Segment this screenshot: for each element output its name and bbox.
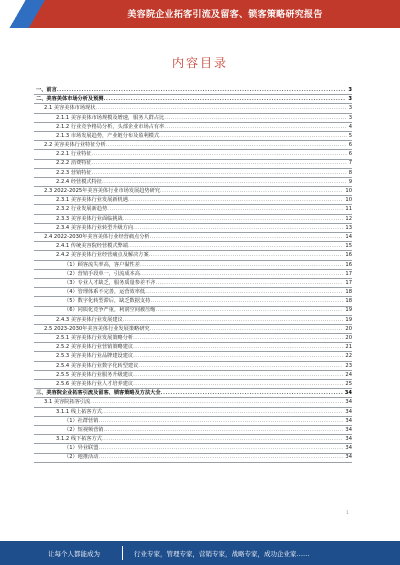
toc-entry-page: 34 (345, 408, 352, 415)
table-of-contents (34, 86, 352, 463)
toc-entry-title: 2.1.2 行业竞争格局分析，头部企业市场占有率 (56, 123, 165, 130)
toc-entry[interactable] (34, 114, 352, 123)
toc-entry[interactable] (34, 426, 352, 435)
toc-entry-title: 2.3.2 行业发展新趋势 (56, 206, 108, 213)
toc-entry[interactable] (34, 205, 352, 214)
header-bar (0, 0, 400, 28)
toc-entry[interactable] (34, 270, 352, 279)
toc-entry-page: 34 (345, 417, 352, 424)
toc-entry-page: 18 (345, 289, 352, 296)
toc-entry-title: （5）数字化转型滞后，缺乏数据支持 (64, 298, 151, 305)
toc-leader-dots (90, 398, 343, 406)
toc-leader-dots (156, 279, 344, 287)
toc-entry-page: 21 (345, 344, 352, 351)
toc-leader-dots (98, 444, 343, 452)
toc-entry[interactable] (34, 233, 352, 242)
toc-entry[interactable] (34, 215, 352, 224)
toc-leader-dots (133, 380, 343, 388)
toc-entry-page: 34 (344, 390, 352, 397)
page-title: 内容目录 (171, 56, 228, 70)
toc-entry-title: 2.3.1 美容美体行业发展新机遇 (56, 197, 128, 204)
toc-leader-dots (149, 251, 344, 259)
toc-entry-page: 25 (345, 380, 352, 387)
toc-entry-title: 2.2.2 消费特征 (56, 160, 92, 167)
toc-leader-dots (145, 288, 343, 296)
toc-entry-title: （6）同质化竞争严重，利润空间被压缩 (64, 307, 156, 314)
toc-entry[interactable] (34, 178, 352, 187)
toc-entry-title: 2.4.1 传统美容院经营模式弊端 (56, 243, 128, 250)
toc-entry-page: 10 (345, 197, 352, 204)
toc-entry-title: 二、美容美体市场分析及预测 (36, 96, 104, 103)
toc-leader-dots (150, 325, 344, 333)
toc-entry[interactable] (34, 187, 352, 196)
toc-entry-page: 22 (345, 353, 352, 360)
toc-entry[interactable] (34, 160, 352, 169)
footer-bar (0, 541, 400, 565)
toc-entry[interactable] (34, 389, 352, 398)
toc-entry-title: （1）顾客流失率高，客户黏性差 (64, 261, 140, 268)
toc-entry[interactable] (34, 169, 352, 178)
toc-entry-title: 2.5 2023-2030年美容美体行业发展策略研究 (44, 325, 150, 332)
toc-entry[interactable] (34, 261, 352, 270)
toc-leader-dots (92, 169, 347, 177)
toc-entry-page: 19 (345, 316, 352, 323)
toc-entry[interactable] (34, 316, 352, 325)
toc-leader-dots (102, 408, 343, 416)
toc-entry[interactable] (34, 444, 352, 453)
toc-entry-page: 34 (345, 445, 352, 452)
toc-entry-page: 16 (345, 261, 352, 268)
toc-entry-title: （2）地推活动 (64, 454, 99, 461)
toc-leader-dots (123, 316, 344, 324)
toc-entry-page: 10 (345, 188, 352, 195)
toc-entry-page: 7 (348, 160, 352, 167)
toc-entry-page: 19 (345, 307, 352, 314)
toc-entry-title: 2.5.4 美容美体行业数字化转型建议 (56, 362, 139, 369)
toc-entry[interactable] (34, 408, 352, 417)
toc-entry-title: 2.5.5 美容美体行业服务升级建议 (56, 371, 134, 378)
toc-entry[interactable] (34, 307, 352, 316)
toc-entry[interactable] (34, 454, 352, 463)
toc-entry-title: 3.1 美容院拓客引流 (44, 399, 91, 406)
toc-entry-page: 34 (345, 436, 352, 443)
toc-entry[interactable] (34, 417, 352, 426)
toc-entry-page: 20 (345, 325, 352, 332)
toc-entry-title: （4）管理体系不完善，运营效率低 (64, 289, 146, 296)
footer-divider (122, 546, 123, 560)
toc-entry[interactable] (34, 224, 352, 233)
toc-entry-title: 2.1.3 市场发展趋势，产业链分布及盈利模式 (56, 132, 160, 139)
toc-leader-dots (133, 224, 343, 232)
toc-leader-dots (102, 178, 347, 186)
toc-leader-dots (106, 141, 347, 149)
toc-leader-dots (98, 454, 343, 462)
toc-entry[interactable] (34, 297, 352, 306)
toc-entry-title: 2.2.4 经营模式特征 (56, 178, 102, 185)
toc-leader-dots (133, 343, 343, 351)
toc-entry[interactable] (34, 141, 352, 150)
page-number: 1 (346, 510, 349, 515)
toc-entry[interactable] (34, 334, 352, 343)
toc-leader-dots (128, 196, 343, 204)
toc-entry-page: 9 (348, 178, 352, 185)
toc-entry[interactable] (34, 196, 352, 205)
toc-entry-page: 3 (348, 96, 352, 103)
toc-entry-page: 13 (345, 224, 352, 231)
toc-entry-title: 3.1.1 线上拓客方式 (56, 408, 102, 415)
toc-leader-dots (140, 261, 343, 269)
toc-entry[interactable] (34, 242, 352, 251)
toc-leader-dots (102, 435, 343, 443)
toc-leader-dots (123, 215, 344, 223)
toc-entry-page: 6 (348, 142, 352, 149)
toc-entry-title: 2.5.1 美容美体行业发展策略分析 (56, 335, 134, 342)
toc-leader-dots (133, 334, 343, 342)
toc-entry[interactable] (34, 123, 352, 132)
toc-entry-page: 15 (345, 243, 352, 250)
toc-entry-title: 2.3 2022-2025年美容美体行业市场发展趋势研究 (44, 188, 160, 195)
toc-entry-title: 2.4.3 美容美体行业发展建议 (56, 316, 123, 323)
toc-leader-dots (138, 362, 343, 370)
toc-entry-title: 一、前言 (36, 86, 57, 93)
toc-entry-title: 2.4 2022-2030年美容美体行业经营痛点分析 (44, 233, 150, 240)
toc-leader-dots (98, 417, 343, 425)
toc-entry[interactable] (34, 435, 352, 444)
toc-entry-page: 6 (348, 151, 352, 158)
footer-slogan: 让每个人都能成为 (48, 550, 100, 558)
toc-leader-dots (133, 352, 343, 360)
toc-leader-dots (107, 205, 343, 213)
toc-leader-dots (164, 114, 346, 122)
toc-entry-page: 12 (345, 215, 352, 222)
toc-leader-dots (92, 150, 347, 158)
toc-entry-page: 20 (345, 335, 352, 342)
toc-entry-page: 24 (345, 371, 352, 378)
toc-entry-title: （2）营销手段单一，引流成本高 (64, 270, 140, 277)
toc-entry[interactable] (34, 95, 352, 104)
toc-entry-page: 5 (348, 132, 352, 139)
toc-leader-dots (156, 307, 344, 315)
toc-entry-page: 3 (348, 105, 352, 112)
toc-leader-dots (133, 371, 343, 379)
toc-leader-dots (92, 160, 347, 168)
toc-entry[interactable] (34, 279, 352, 288)
toc-entry-page: 34 (345, 399, 352, 406)
toc-leader-dots (103, 95, 346, 103)
toc-entry[interactable] (34, 104, 352, 113)
toc-leader-dots (161, 389, 343, 397)
toc-entry[interactable] (34, 362, 352, 371)
toc-entry-page: 16 (345, 252, 352, 259)
toc-entry[interactable] (34, 288, 352, 297)
toc-entry[interactable] (34, 352, 352, 361)
header-decoration (0, 0, 48, 28)
toc-entry-title: 2.2.3 营销特征 (56, 169, 92, 176)
toc-entry-page: 11 (345, 206, 352, 213)
toc-entry[interactable] (34, 371, 352, 380)
toc-entry[interactable] (34, 325, 352, 334)
toc-entry[interactable] (34, 150, 352, 159)
toc-entry-title: （3）专业人才缺乏，服务质量参差不齐 (64, 279, 156, 286)
toc-leader-dots (104, 426, 344, 434)
toc-leader-dots (128, 242, 343, 250)
toc-entry-title: 2.5.3 美容美体行业品牌建设建议 (56, 353, 134, 360)
toc-entry-title: 2.5.2 美容美体行业营销策略建议 (56, 344, 134, 351)
toc-entry-title: 2.1 美容美体市场现状 (44, 105, 96, 112)
toc-entry-title: 2.2.1 行业特征 (56, 151, 92, 158)
toc-entry-page: 3 (348, 86, 352, 93)
toc-entry[interactable] (34, 398, 352, 407)
toc-entry[interactable] (34, 343, 352, 352)
toc-entry-page: 34 (345, 454, 352, 461)
toc-entry-page: 23 (345, 362, 352, 369)
toc-entry-title: 3.1.2 线下拓客方式 (56, 436, 102, 443)
toc-leader-dots (164, 123, 346, 131)
toc-entry[interactable] (34, 86, 352, 95)
toc-entry-page: 14 (345, 233, 352, 240)
toc-entry-title: 2.3.4 美容美体行业转型升级方向 (56, 224, 134, 231)
toc-leader-dots (57, 86, 347, 94)
toc-entry-title: 2.2 美容美体行业特征分析 (44, 142, 106, 149)
toc-entry-page: 4 (348, 123, 352, 130)
toc-entry[interactable] (34, 132, 352, 141)
toc-entry-page: 17 (345, 270, 352, 277)
toc-leader-dots (95, 104, 346, 112)
toc-entry-page: 8 (348, 169, 352, 176)
toc-entry-title: （1）社群营销 (64, 417, 99, 424)
toc-entry-title: 三、美容院企业拓客引流及留客、锁客策略及方法大全 (36, 390, 161, 397)
toc-leader-dots (159, 132, 347, 140)
toc-entry-page: 18 (345, 298, 352, 305)
toc-entry-title: （2）短视频营销 (64, 426, 104, 433)
toc-entry-page: 17 (345, 279, 352, 286)
toc-leader-dots (150, 297, 343, 305)
toc-entry-title: 2.5.6 美容美体行业人才培养建议 (56, 380, 134, 387)
toc-entry-title: （1）异业联盟 (64, 445, 99, 452)
toc-entry-title: 2.3.3 美容美体行业面临挑战 (56, 215, 123, 222)
toc-leader-dots (150, 233, 344, 241)
toc-entry-page: 3 (348, 114, 352, 121)
toc-entry-title: 2.1.1 美容美体市场规模及增速，服务人群占比 (56, 114, 165, 121)
toc-entry-title: 2.4.2 美容美体行业经营痛点及解决方案 (56, 252, 149, 259)
footer-tagline: 行业专家，管理专家，营销专家，战略专家，成功企业家…… (134, 550, 310, 558)
toc-entry-page: 34 (345, 426, 352, 433)
toc-entry[interactable] (34, 380, 352, 389)
toc-entry[interactable] (34, 251, 352, 260)
report-title: 美容院企业拓客引流及留客、锁客策略研究报告 (127, 10, 323, 20)
toc-leader-dots (160, 187, 343, 195)
toc-leader-dots (140, 270, 343, 278)
